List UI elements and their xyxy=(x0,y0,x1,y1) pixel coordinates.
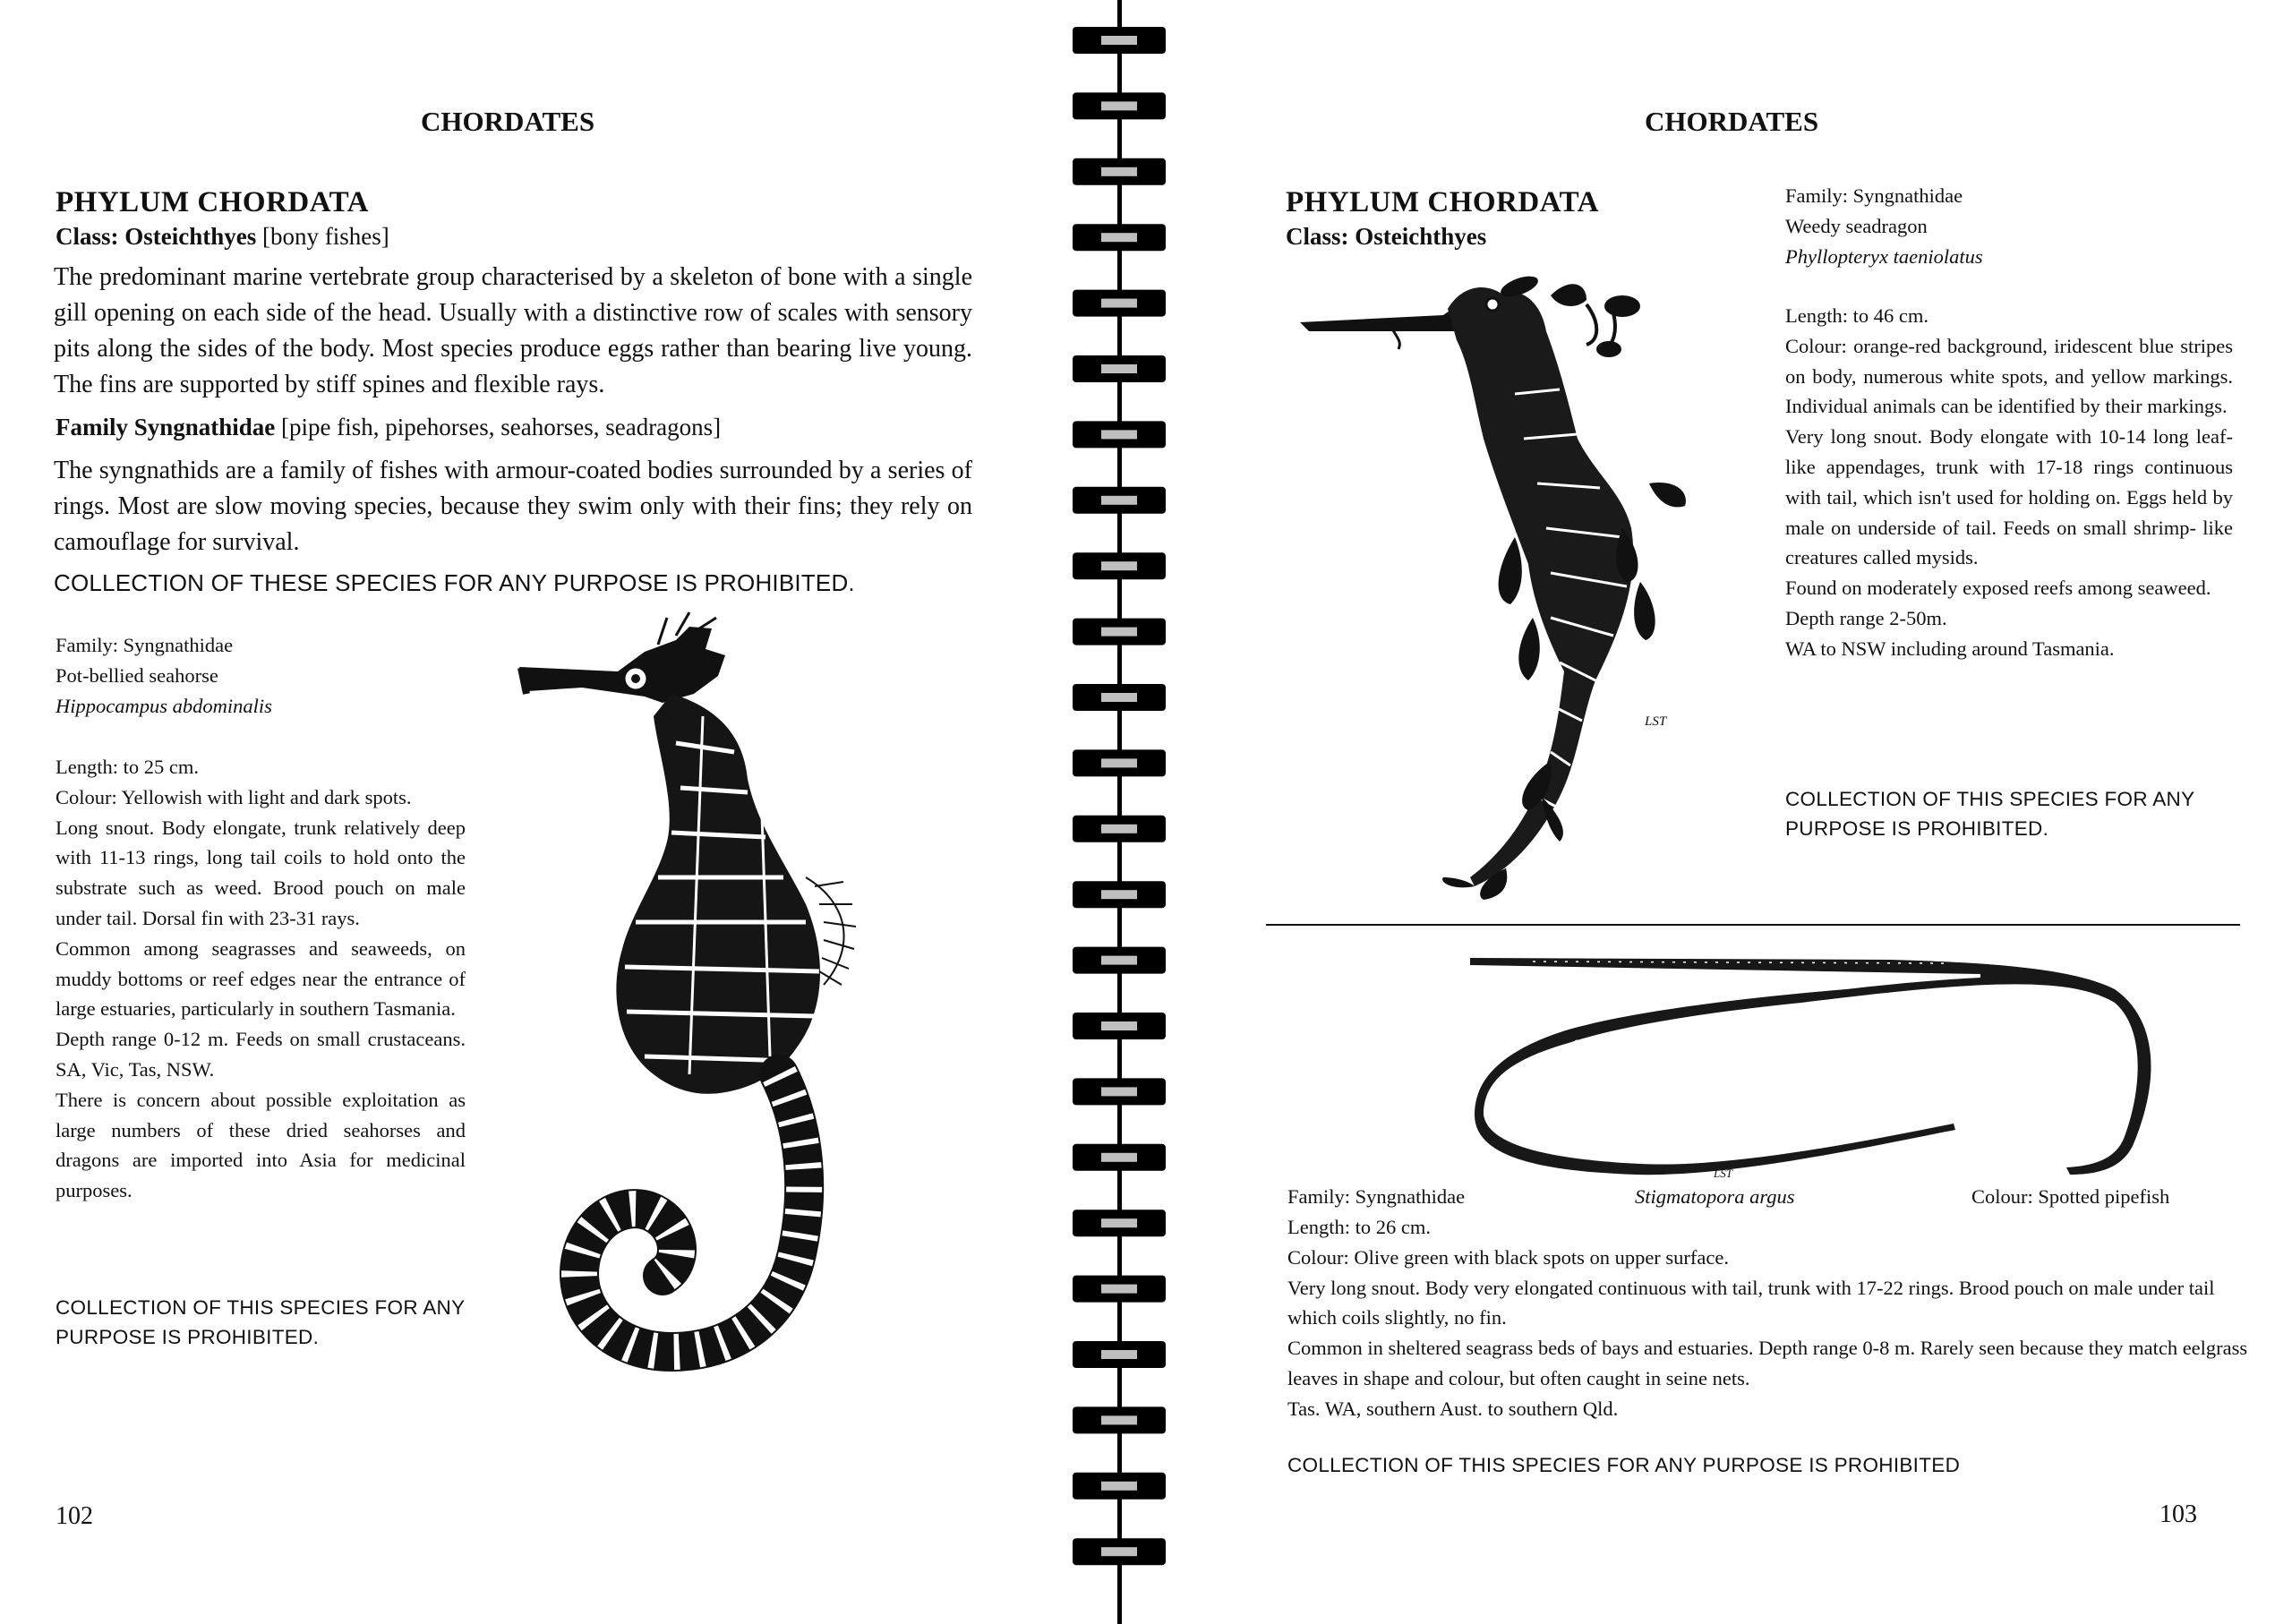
left-class-label: Class: Osteichthyes xyxy=(56,223,257,250)
right-page-header: CHORDATES xyxy=(1645,106,1819,137)
section-divider xyxy=(1266,924,2240,926)
pipefish-warning: COLLECTION OF THIS SPECIES FOR ANY PURPOSE IS PROHIBITED xyxy=(1287,1454,1961,1476)
family-note: [pipe fish, pipehorses, seahorses, seadragons] xyxy=(275,414,722,440)
pipefish-colour-name: Colour: Spotted pipefish xyxy=(1971,1185,2170,1208)
seadragon-family: Family: Syngnathidae xyxy=(1785,184,1963,207)
right-class-line xyxy=(1286,223,1486,251)
seahorse-warning: COLLECTION OF THIS SPECIES FOR ANY PURPOSE IS PROHIBITED. xyxy=(56,1296,465,1348)
right-page xyxy=(1130,0,2292,1624)
seahorse-common-name: Pot-bellied seahorse xyxy=(56,664,218,687)
seahorse-scientific-name: Hippocampus abdominalis xyxy=(56,695,272,717)
left-class-note: [bony fishes] xyxy=(256,223,389,250)
seahorse-illustration xyxy=(510,609,904,1379)
left-page-number: 102 xyxy=(56,1502,93,1530)
pipefish-scientific-name: Stigmatopora argus xyxy=(1635,1185,1795,1208)
group-warning: COLLECTION OF THESE SPECIES FOR ANY PURPOSE IS PROHIBITED. xyxy=(54,569,855,596)
left-class-line xyxy=(56,223,389,251)
seadragon-description: Length: to 46 cm. Colour: orange-red background, iridescent blue stripes on body, numerous white spots, and yellow markings. Individual animals can be identified by their markings. Very long snout. Body elongate with 10-14 long leaf-like appendages, trunk with 17-18 rings continuous with tail, which isn't used for holding on. Eggs held by male on underside of tail. Feeds on small shrimp- like creatures called mysids. Found on moderately exposed reefs among seaweed. Depth range 2-50m. WA to NSW including around Tasmania. xyxy=(1785,304,2233,660)
seadragon-common-name: Weedy seadragon xyxy=(1785,215,1928,237)
seadragon-warning: COLLECTION OF THIS SPECIES FOR ANY PURPOSE IS PROHIBITED. xyxy=(1785,788,2194,840)
seadragon-artist-mark: LST xyxy=(1645,714,1667,729)
right-phylum-heading: PHYLUM CHORDATA xyxy=(1286,186,1600,218)
left-phylum-heading: PHYLUM CHORDATA xyxy=(56,186,370,218)
intro-paragraph: The predominant marine vertebrate group characterised by a skeleton of bone with a single gill opening on each side of the head. Usually with a distinctive row of scales with sensory pits along the sides of the body. Most species produce eggs rather than bearing live young. The fins are supported by stiff spines and flexible rays. xyxy=(54,263,972,398)
seadragon-illustration xyxy=(1291,260,1766,904)
family-heading: Family Syngnathidae xyxy=(56,414,276,440)
family-heading-line xyxy=(56,414,721,441)
seadragon-scientific-name: Phyllopteryx taeniolatus xyxy=(1785,245,1983,268)
left-page-header: CHORDATES xyxy=(421,106,595,137)
left-page xyxy=(0,0,1065,1624)
seahorse-description: Length: to 25 cm. Colour: Yellowish with light and dark spots. Long snout. Body elongate, trunk relatively deep with 11-13 rings, long tail coils to hold onto the substrate such as weed. Brood pouch on male under tail. Dorsal fin with 23-31 rays. Common among seagrasses and seaweeds, on muddy bottoms or reef edges near the entrance of large estuaries, particularly in southern Tasmania. Depth range 0-12 m. Feeds on small crustaceans. SA, Vic, Tas, NSW. There is concern about possible exploitation as large numbers of these dried seahorses and dragons are imported into Asia for medicinal purposes. xyxy=(56,756,466,1202)
pipefish-artist-mark: LST xyxy=(1714,1167,1732,1180)
pipefish-illustration xyxy=(1443,940,2231,1182)
pipefish-description: Length: to 26 cm. Colour: Olive green with black spots on upper surface. Very long snout. Body very elongated continuous with tail, trunk with 17-22 rings. Brood pouch on male under tail which coils slightly, no fin. Common in sheltered seagrass beds of bays and estuaries. Depth range 0-8 m. Rarely seen because they match eelgrass leaves in shape and colour, but often caught in seine nets. Tas. WA, southern Aust. to southern Qld. xyxy=(1287,1216,2248,1420)
family-paragraph: The syngnathids are a family of fishes with armour-coated bodies surrounded by a series of rings. Most are slow moving species, because they swim only with their fins; they rely on camouflage for survival. xyxy=(54,457,972,556)
right-page-number: 103 xyxy=(2159,1500,2197,1528)
pipefish-family: Family: Syngnathidae xyxy=(1287,1185,1466,1208)
seahorse-family: Family: Syngnathidae xyxy=(56,634,234,656)
right-class-label: Class: Osteichthyes xyxy=(1286,223,1487,250)
